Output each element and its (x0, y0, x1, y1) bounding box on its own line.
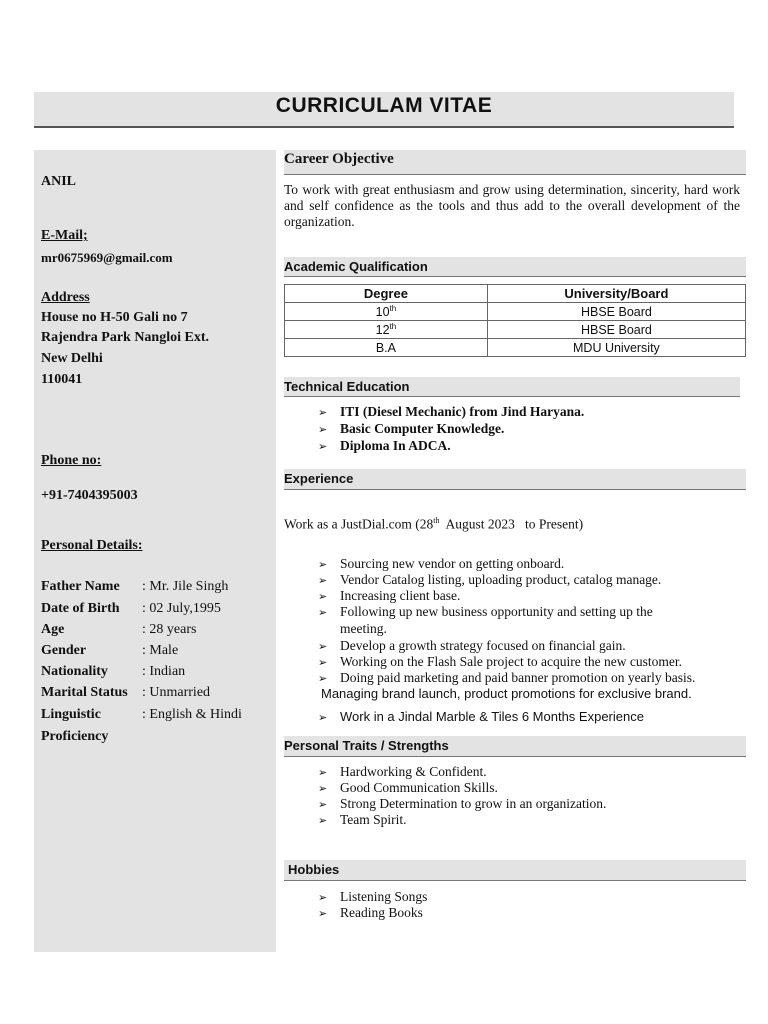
personal-key: Nationality (41, 664, 108, 679)
board-cell: HBSE Board (487, 303, 745, 321)
arrow-bullet-icon: ➢ (318, 590, 328, 603)
personal-details-label: Personal Details: (41, 538, 143, 553)
list-item: ➢ Good Communication Skills. (318, 780, 498, 795)
table-row (285, 321, 746, 339)
personal-key: Date of Birth (41, 601, 120, 616)
list-item: ➢ Team Spirit. (318, 812, 407, 827)
list-item: ➢ Hardworking & Confident. (318, 764, 487, 779)
experience-header (284, 469, 746, 490)
address-line: House no H-50 Gali no 7 (41, 310, 188, 325)
list-item: ➢ Reading Books (318, 905, 423, 920)
list-item: ➢ Vendor Catalog listing, uploading product, catalog manage. (318, 572, 662, 587)
page-title: CURRICULAM VITAE (275, 94, 493, 117)
arrow-bullet-icon: ➢ (318, 672, 328, 685)
board-column-header: University/Board (487, 285, 745, 303)
phone-value: +91-7404395003 (41, 488, 138, 503)
career-objective-heading: Career Objective (284, 151, 394, 167)
personal-key: Father Name (41, 579, 120, 594)
arrow-bullet-icon: ➢ (318, 558, 328, 571)
traits-header (284, 736, 746, 757)
board-cell: MDU University (487, 339, 745, 357)
experience-heading: Experience (284, 471, 354, 486)
address-line: New Delhi (41, 351, 103, 366)
degree-cell: B.A (285, 339, 488, 357)
arrow-bullet-icon: ➢ (318, 406, 328, 419)
academic-header (284, 257, 746, 277)
experience-intro: Work as a JustDial.com (28th August 2023 to Present) (284, 516, 584, 532)
degree-column-header: Degree (285, 285, 488, 303)
table-row (285, 339, 746, 357)
table-header-row (285, 285, 746, 303)
phone-label: Phone no: (41, 453, 102, 468)
arrow-bullet-icon: ➢ (318, 711, 328, 724)
table-row (285, 303, 746, 321)
traits-heading: Personal Traits / Strengths (284, 738, 449, 753)
address-line: Rajendra Park Nangloi Ext. (41, 330, 209, 345)
list-item: ➢ Develop a growth strategy focused on financial gain. (318, 638, 626, 653)
arrow-bullet-icon: ➢ (318, 782, 328, 795)
personal-value: : Unmarried (142, 685, 211, 700)
career-objective-text: To work with great enthusiasm and grow using determination, sincerity, hard work and self confidence as the tools and thus add to the overall development of the organization. (284, 182, 740, 229)
academic-heading: Academic Qualification (284, 259, 428, 274)
arrow-bullet-icon: ➢ (318, 640, 328, 653)
list-item: ➢ Diploma In ADCA. (318, 438, 451, 453)
arrow-bullet-icon: ➢ (318, 766, 328, 779)
arrow-bullet-icon: ➢ (318, 798, 328, 811)
arrow-bullet-icon: ➢ (318, 574, 328, 587)
address-line: 110041 (41, 372, 83, 387)
hobbies-header (284, 860, 746, 881)
list-item: ➢ Increasing client base. (318, 588, 461, 603)
arrow-bullet-icon: ➢ (318, 423, 328, 436)
arrow-bullet-icon: ➢ (318, 606, 328, 619)
arrow-bullet-icon: ➢ (318, 656, 328, 669)
list-item: ➢ Doing paid marketing and paid banner promotion on yearly basis. (318, 670, 696, 685)
personal-key: Gender (41, 643, 87, 658)
list-item: ➢ Listening Songs (318, 889, 428, 904)
candidate-name: ANIL (41, 174, 77, 189)
academic-table (284, 284, 746, 357)
personal-value: : Indian (142, 664, 186, 679)
list-item: ➢ Work in a Jindal Marble & Tiles 6 Months Experience (318, 709, 644, 724)
address-label: Address (41, 290, 90, 305)
list-item-continued: meeting. (340, 621, 387, 636)
list-item-extra: Managing brand launch, product promotions for exclusive brand. (321, 686, 692, 701)
personal-key: Age (41, 622, 65, 637)
list-item: ➢ ITI (Diesel Mechanic) from Jind Haryana. (318, 404, 585, 419)
technical-heading: Technical Education (284, 379, 410, 394)
hobbies-heading: Hobbies (288, 862, 340, 877)
technical-header (284, 377, 740, 397)
personal-value: : 02 July,1995 (142, 601, 221, 616)
board-cell: HBSE Board (487, 321, 745, 339)
list-item: ➢ Following up new business opportunity and setting up the (318, 604, 653, 619)
list-item: ➢ Strong Determination to grow in an organization. (318, 796, 607, 811)
degree-cell: 10th (285, 303, 488, 321)
arrow-bullet-icon: ➢ (318, 440, 328, 453)
arrow-bullet-icon: ➢ (318, 907, 328, 920)
email-value: mr0675969@gmail.com (41, 250, 173, 265)
list-item: ➢ Sourcing new vendor on getting onboard. (318, 556, 565, 571)
personal-value: : Mr. Jile Singh (142, 579, 229, 594)
personal-value: : Male (142, 643, 179, 658)
personal-key: Marital Status (41, 685, 128, 700)
career-objective-header (284, 150, 746, 175)
title-bar (34, 92, 734, 128)
personal-key: Proficiency (41, 729, 109, 744)
personal-key: Linguistic (41, 707, 101, 722)
list-item: ➢ Working on the Flash Sale project to acquire the new customer. (318, 654, 682, 669)
personal-value: : 28 years (142, 622, 197, 637)
personal-value: : English & Hindi (142, 707, 242, 722)
arrow-bullet-icon: ➢ (318, 891, 328, 904)
email-label: E-Mail; (41, 228, 88, 243)
list-item: ➢ Basic Computer Knowledge. (318, 421, 505, 436)
degree-cell: 12th (285, 321, 488, 339)
arrow-bullet-icon: ➢ (318, 814, 328, 827)
